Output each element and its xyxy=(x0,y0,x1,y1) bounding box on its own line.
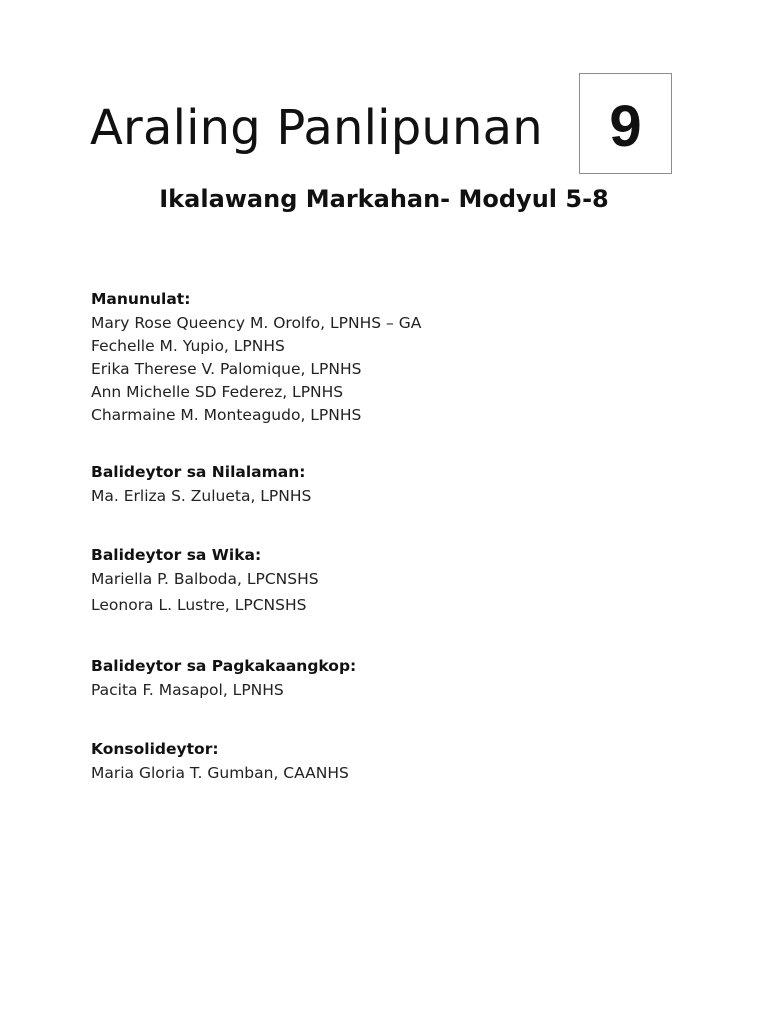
section-balideytor-wika xyxy=(91,544,319,618)
document-subtitle: Ikalawang Markahan- Modyul 5-8 xyxy=(159,185,609,213)
person-name: Erika Therese V. Palomique, LPNHS xyxy=(91,360,362,378)
person-name: Maria Gloria T. Gumban, CAANHS xyxy=(91,764,349,782)
grade-number: 9 xyxy=(609,93,642,159)
section-konsolideytor xyxy=(91,738,349,785)
section-manunulat xyxy=(91,288,421,427)
person-name: Fechelle M. Yupio, LPNHS xyxy=(91,337,285,355)
person-name: Ma. Erliza S. Zulueta, LPNHS xyxy=(91,487,312,505)
person-name: Charmaine M. Monteagudo, LPNHS xyxy=(91,406,362,424)
section-heading: Manunulat: xyxy=(91,290,191,308)
person-name: Leonora L. Lustre, LPCNSHS xyxy=(91,596,307,614)
person-name: Mary Rose Queency M. Orolfo, LPNHS – GA xyxy=(91,314,422,332)
document-title: Araling Panlipunan xyxy=(90,100,543,156)
grade-box xyxy=(579,73,672,174)
section-heading: Balideytor sa Nilalaman: xyxy=(91,463,306,481)
section-balideytor-pagkakaangkop xyxy=(91,655,356,702)
person-name: Ann Michelle SD Federez, LPNHS xyxy=(91,383,344,401)
section-heading: Konsolideytor: xyxy=(91,740,219,758)
person-name: Pacita F. Masapol, LPNHS xyxy=(91,681,284,699)
section-balideytor-nilalaman xyxy=(91,461,311,508)
section-heading: Balideytor sa Pagkakaangkop: xyxy=(91,657,357,675)
section-heading: Balideytor sa Wika: xyxy=(91,546,262,564)
person-name: Mariella P. Balboda, LPCNSHS xyxy=(91,570,319,588)
